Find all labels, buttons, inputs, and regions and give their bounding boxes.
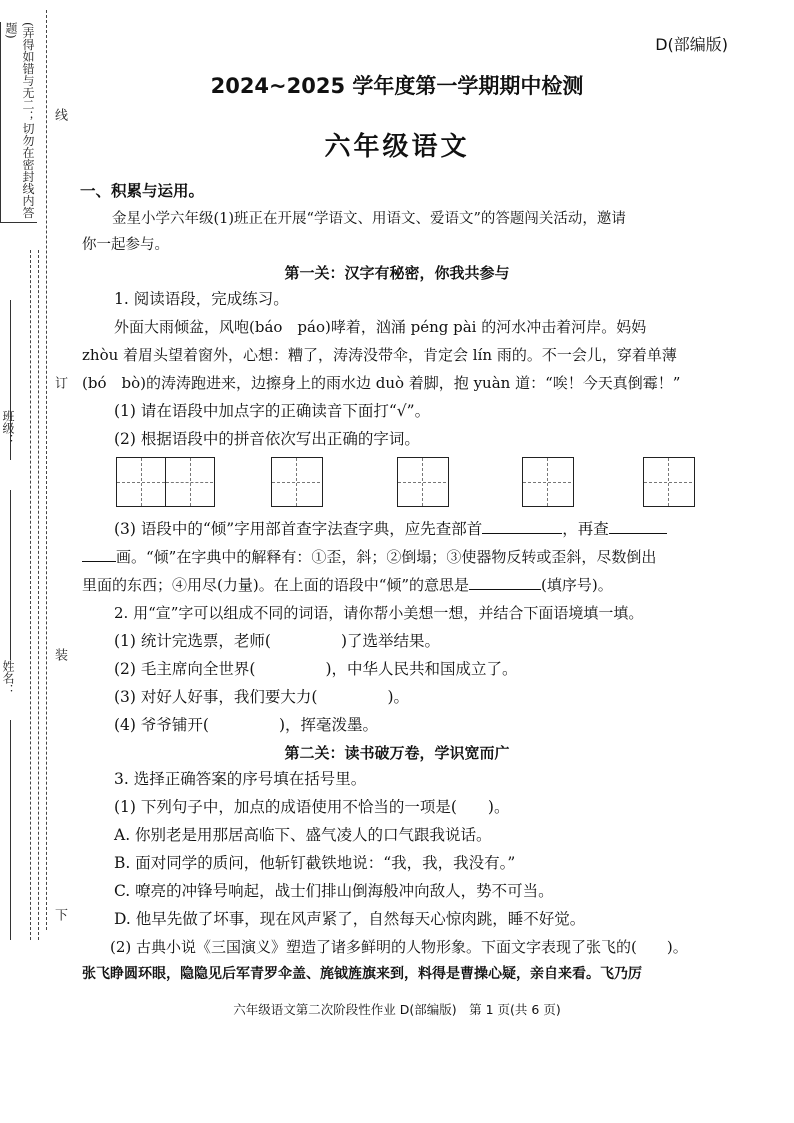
seal-line-mid [38,250,39,940]
q3-part2: (2) 古典小说《三国演义》塑造了诸多鲜明的人物形象。下面文字表现了张飞的( )。 [110,938,688,956]
subject-title: 六年级语文 [324,132,470,162]
q3-option-d: D. 他早先做了坏事，现在风声紧了，自然每天心惊肉跳，睡不好觉。 [114,910,586,928]
level2-title: 第二关：读书破万卷，学识宽而广 [284,744,510,762]
q2-item-1-after: )了选举结果。 [340,632,440,650]
q1-part3-text-e: (填序号)。 [541,576,613,594]
binding-note: (弄得如错与无二；切勿在密封线内答题) [0,22,37,223]
margin-mark-xian: 线 [52,108,67,121]
passage-line-3: (bó bò)的涛涛跑进来，边擦身上的雨水边 duò 着脚，抱 yuàn 道：“唉！今天真倒霉！” [82,374,681,392]
q1-part3-text-a: (3) 语段中的“倾”字用部首查字法查字典，应先查部首 [114,520,483,538]
q2-item-3-before: (3) 对好人好事，我们要大力( [114,688,318,706]
q3-part1: (1) 下列句子中，加点的成语使用不恰当的一项是( )。 [114,798,510,816]
q1-part3-line2 [82,546,656,568]
meaning-blank[interactable] [469,574,541,590]
answer-grid-3[interactable] [397,457,449,507]
q2-item-2-after: )，中华人民共和国成立了。 [325,660,518,678]
page-footer: 六年级语文第二次阶段性作业 D(部编版) 第 1 页(共 6 页) [233,1002,561,1017]
level1-title: 第一关：汉字有秘密，你我共参与 [284,264,510,282]
q2-item-4 [114,714,378,736]
q3-option-b: B. 面对同学的质问，他斩钉截铁地说：“我，我，我没有。” [114,854,516,872]
q1-part2: (2) 根据语段中的拼音依次写出正确的字词。 [114,430,420,448]
passage-line-2: zhòu 着眉头望着窗外，心想：糟了，涛涛没带伞，肯定会 lín 雨的。不一会儿，穿着单薄 [82,346,677,364]
intro-line-2: 你一起参与。 [82,237,169,253]
stroke-blank-b[interactable] [82,546,116,562]
q2-item-3 [114,686,409,708]
margin-mark-zhuang: 装 [52,648,67,661]
q1-part1: (1) 请在语段中加点字的正确读音下面打“√”。 [114,402,431,420]
exam-title: 2024~2025 学年度第一学期期中检测 [210,74,584,98]
section-heading: 一、积累与运用。 [80,181,205,200]
q2-item-2-before: (2) 毛主席向全世界( [114,660,256,678]
stroke-blank-a[interactable] [609,518,667,534]
q3-part2-text: 张飞睁圆环眼，隐隐见后军青罗伞盖、旄钺旌旗来到，料得是曹操心疑，亲自来看。飞乃厉 [82,966,642,982]
edition-label: D(部编版) [655,35,728,54]
passage-line-1: 外面大雨倾盆，风咆(báo páo)哮着，汹涌 péng pài 的河水冲击着河岸。妈妈 [114,318,647,336]
q3-title: 3. 选择正确答案的序号填在括号里。 [114,770,367,788]
q1-title: 1. 阅读语段，完成练习。 [114,290,289,308]
q3-option-c: C. 嘹亮的冲锋号响起，战士们排山倒海般冲向敌人，势不可当。 [114,882,554,900]
q2-item-3-after: )。 [387,688,409,706]
q2-item-4-before: (4) 爷爷铺开( [114,716,209,734]
q1-part3-text-d: 里面的东西；④用尽(力量)。在上面的语段中“倾”的意思是 [82,576,470,594]
q1-part3-line3 [82,574,613,596]
field-label-name: 姓名： [1,660,15,696]
answer-grid-1[interactable] [116,457,215,507]
intro-line-1: 金星小学六年级(1)班正在开展“学语文、用语文、爱语文”的答题闯关活动，邀请 [112,211,626,227]
q1-part3-text-b: ，再查 [562,520,609,538]
q1-part3-text-c: 画。“倾”在字典中的解释有：①歪，斜；②倒塌；③使器物反转或歪斜，尽数倒出 [116,548,657,566]
margin-mark-xia: 下 [52,908,67,921]
answer-grid-5[interactable] [643,457,695,507]
margin-mark-ding: 订 [52,376,67,389]
q2-item-4-after: )，挥毫泼墨。 [278,716,378,734]
q2-item-2 [114,658,518,680]
name-field-line [10,490,11,660]
q2-item-1 [114,630,440,652]
answer-grid-4[interactable] [522,457,574,507]
seal-line-inner [30,250,31,940]
field-label-class: 班级： [1,410,15,446]
q2-title: 2. 用“宣”字可以组成不同的词语，请你帮小美想一想，并结合下面语境填一填。 [114,604,644,622]
q3-option-a: A. 你别老是用那居高临下、盛气凌人的口气跟我说话。 [114,826,492,844]
q1-part3 [114,518,667,540]
q2-item-1-before: (1) 统计完选票，老师( [114,632,271,650]
answer-grid-2[interactable] [271,457,323,507]
radical-blank[interactable] [482,518,562,534]
